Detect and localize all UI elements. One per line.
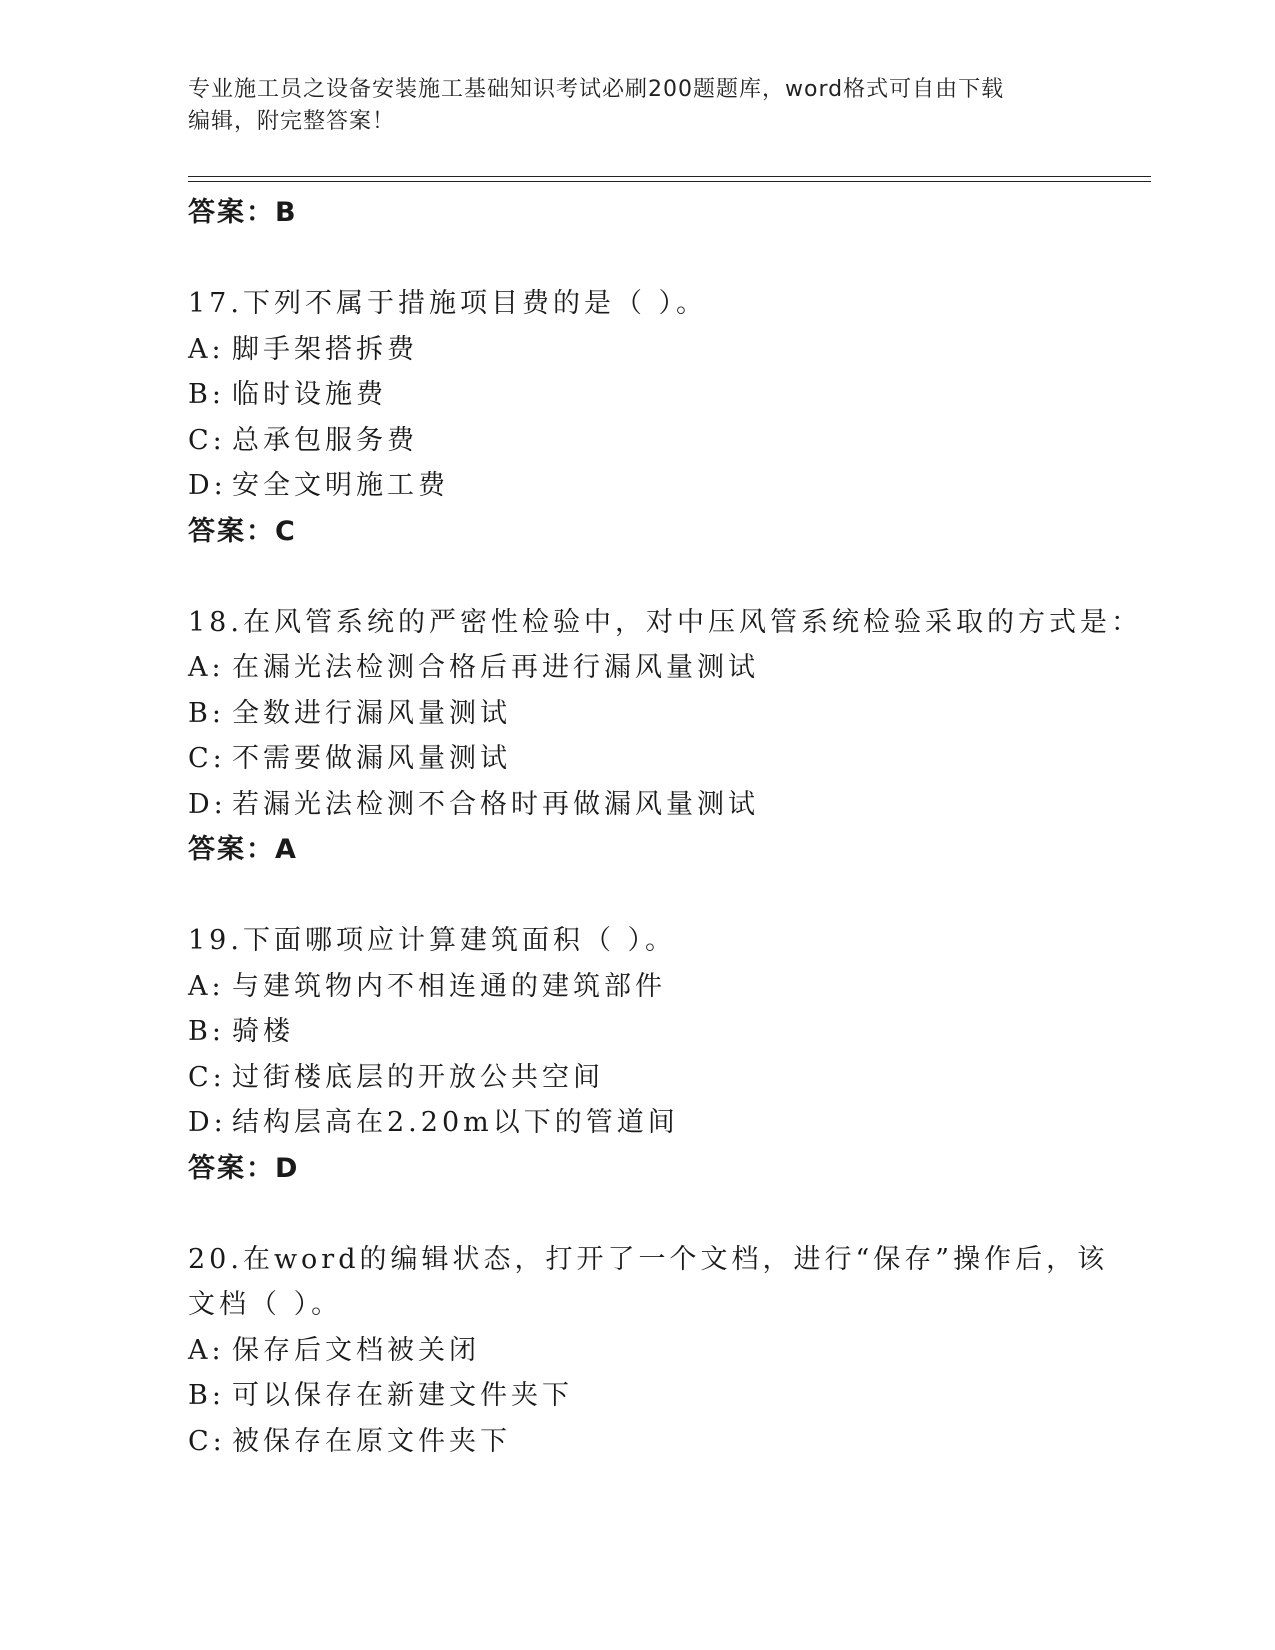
question-stem: 19.下面哪项应计算建筑面积（ ）。 — [188, 925, 677, 956]
question-block — [188, 281, 1148, 554]
document-header — [188, 74, 1088, 138]
question-stem: 18.在风管系统的严密性检验中，对中压风管系统检验采取的方式是： — [188, 606, 1142, 638]
question-option — [188, 463, 1148, 509]
question-option — [188, 964, 1148, 1010]
question-option — [188, 1009, 1148, 1055]
option-text: 全数进行漏风量测试 — [232, 697, 511, 729]
option-label: A: — [188, 652, 225, 683]
header-line-1: 专业施工员之设备安装施工基础知识考试必刷200题题库，word格式可自由下载 — [188, 77, 1005, 102]
question-block — [188, 600, 1148, 873]
question-option — [188, 418, 1148, 464]
question-gap — [188, 873, 1148, 919]
option-label: C: — [188, 743, 226, 774]
option-text: 脚手架搭拆费 — [232, 333, 418, 365]
option-label: C: — [188, 424, 226, 456]
question-option — [188, 1328, 1148, 1374]
header-line-2: 编辑，附完整答案！ — [188, 109, 396, 134]
question-option — [188, 1419, 1148, 1465]
question-stem: 文档（ ）。 — [188, 1289, 343, 1320]
option-text: 过街楼底层的开放公共空间 — [232, 1061, 604, 1093]
previous-answer: 答案：B — [188, 197, 298, 228]
question-option — [188, 1373, 1148, 1419]
option-text: 在漏光法检测合格后再进行漏风量测试 — [232, 652, 759, 683]
question-option — [188, 1100, 1148, 1146]
option-label: B: — [188, 697, 225, 729]
option-label: A: — [188, 970, 225, 1002]
option-text: 保存后文档被关闭 — [232, 1334, 480, 1366]
question-option — [188, 782, 1148, 828]
option-label: D: — [188, 470, 227, 501]
option-label: C: — [188, 1425, 226, 1457]
option-label: A: — [188, 1334, 225, 1366]
option-label: A: — [188, 333, 225, 365]
question-option — [188, 736, 1148, 782]
question-option — [188, 691, 1148, 737]
option-text: 临时设施费 — [232, 379, 387, 410]
option-label: C: — [188, 1061, 226, 1093]
question-block — [188, 918, 1148, 1191]
question-option — [188, 327, 1148, 373]
option-text: 与建筑物内不相连通的建筑部件 — [232, 970, 666, 1002]
option-label: D: — [188, 1107, 227, 1138]
question-option — [188, 1055, 1148, 1101]
question-list — [188, 190, 1148, 1464]
question-block — [188, 1237, 1148, 1465]
question-answer: 答案：A — [188, 834, 298, 865]
question-gap — [188, 554, 1148, 600]
option-label: B: — [188, 379, 225, 410]
question-stem: 20.在word的编辑状态，打开了一个文档，进行“保存”操作后，该 — [188, 1243, 1109, 1275]
question-gap — [188, 1191, 1148, 1237]
question-option — [188, 372, 1148, 418]
option-text: 若漏光法检测不合格时再做漏风量测试 — [232, 788, 759, 820]
option-text: 不需要做漏风量测试 — [232, 743, 511, 774]
option-text: 被保存在原文件夹下 — [232, 1425, 511, 1457]
question-gap — [188, 236, 1148, 282]
header-divider-bottom — [188, 181, 1151, 182]
option-text: 骑楼 — [232, 1016, 294, 1047]
header-divider-top — [188, 176, 1151, 177]
option-text: 可以保存在新建文件夹下 — [232, 1380, 573, 1411]
question-option — [188, 645, 1148, 691]
option-text: 结构层高在2.20m以下的管道间 — [232, 1107, 679, 1138]
option-label: B: — [188, 1016, 225, 1047]
option-text: 总承包服务费 — [232, 424, 418, 456]
option-label: D: — [188, 788, 227, 820]
option-label: B: — [188, 1380, 225, 1411]
option-text: 安全文明施工费 — [232, 470, 449, 501]
question-answer: 答案：C — [188, 515, 297, 547]
question-answer: 答案：D — [188, 1152, 300, 1184]
question-stem: 17.下列不属于措施项目费的是（ ）。 — [188, 288, 708, 319]
